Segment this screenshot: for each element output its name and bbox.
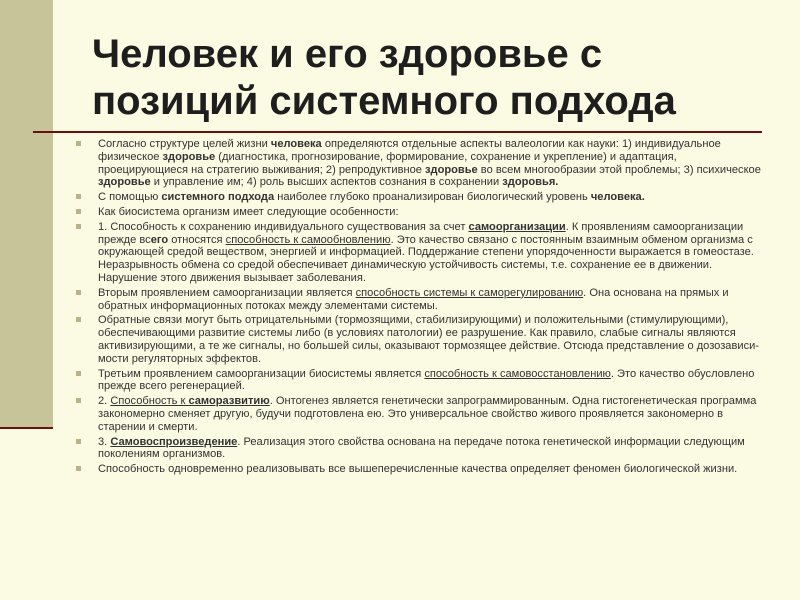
bullet-item — [76, 287, 768, 313]
bullet-marker-icon — [76, 317, 81, 322]
bullet-text-run: . Онтогенез является генетически запрограммированным. Одна гистогенетическая программа закономерно сменяет другую, будучи подготовлена ею. Это универсальное свойство живого проявляется закономерно в старении и смерти. — [98, 395, 757, 433]
bullet-text-run: человека. — [590, 191, 645, 204]
bullet-item — [76, 436, 768, 462]
bullet-text-run: способность к самовосстановлению — [424, 367, 611, 380]
bullet-text-run: во всем многообразии этой проблемы; 3) психическое — [477, 163, 761, 176]
bullet-text-run: здоровье — [98, 176, 151, 189]
bullet-text-run: человека — [270, 138, 322, 150]
bullet-marker-icon — [76, 371, 81, 376]
bullet-marker-icon — [76, 439, 81, 444]
bullet-marker-icon — [76, 398, 81, 403]
title-line-1: Человек и его здоровье с — [92, 32, 603, 76]
bullet-text-run: Как биосистема организм имеет следующие особенности: — [98, 205, 399, 218]
bullet-text-run: относятся — [168, 233, 226, 246]
bullet-text-run: С помощью — [98, 191, 162, 204]
bullet-marker-icon — [76, 290, 81, 295]
bullet-text-run: и управление им; 4) роль высших аспектов сознания в сохранении — [150, 176, 503, 189]
bullet-item — [76, 368, 768, 394]
bullet-marker-icon — [76, 466, 81, 471]
bullet-text-run: Третьим проявлением самоорганизации биосистемы является — [98, 367, 425, 380]
bullet-text-run: Обратные связи могут быть отрицательными (тормозящими, стабилизирующими) и положительными (стимулирующими), обеспечивающими развитие системы либо (в условиях патологии) ее разрушение. Как правило, слабые сигналы являются активизирующими, а те же сигналы, но большей силы, оказывают тормозящее действие. Отсюда представление о дозозависи-мости регуляторных эффектов. — [98, 314, 760, 365]
left-accent-bar — [0, 0, 53, 427]
bullet-text-run: 3. — [98, 435, 111, 448]
bullet-text-run: (диагностика, прогнозирование, формирование, сохранение и укрепление) и адаптация, проецирующиеся на стратегию выживания; 2) репродуктивное — [98, 150, 677, 176]
bullet-item — [76, 395, 768, 433]
bullet-text-run: . Это качество обусловлено прежде всего регенерацией. — [98, 367, 755, 393]
bullet-marker-icon — [76, 209, 81, 214]
bullet-text-run: здоровья. — [502, 176, 559, 189]
bullet-text-run: . К проявлениям самоорганизации прежде вс — [98, 220, 744, 246]
bullet-text-run: способность системы к саморегулированию — [355, 286, 584, 299]
bullet-text-run: Вторым проявлением самоорганизации является — [98, 286, 356, 299]
bullet-marker-icon — [76, 224, 81, 229]
bullet-text-run: способность к самообновлению — [225, 233, 391, 246]
title-divider — [33, 131, 762, 133]
left-accent-line — [0, 427, 53, 429]
bullet-text-run: Согласно структуре целей жизни — [98, 138, 271, 150]
bullet-text-run: здоровье — [425, 163, 478, 176]
bullet-item — [76, 221, 768, 285]
bullet-text-run: здоровье — [162, 150, 216, 163]
bullet-item — [76, 314, 768, 365]
slide-title — [92, 31, 782, 125]
bullet-text-run: Самовоспроизведение — [110, 435, 238, 448]
bullet-text-run: определяются отдельные аспекты валеологии как науки: 1) индивидуальное физическое — [98, 138, 721, 163]
bullet-item — [76, 206, 768, 219]
bullet-text-run: 2. — [98, 395, 111, 408]
bullet-item — [76, 463, 768, 476]
bullet-text-run: . Она основана на прямых и обратных информационных потоках между элементами системы. — [98, 286, 729, 312]
bullet-item — [76, 138, 768, 189]
bullet-text-run: самоорганизации — [468, 220, 566, 233]
bullet-item — [76, 191, 768, 204]
bullet-text-run: . Это качество связано с постоянным взаимным обменом организма с окружающей средой веществом, энергией и информацией. Поддержание степени упорядоченности выражается в гомеостазе. Неразрывность обмена со средой обеспечивает динамическую устойчивость системы, т.е. сохранение ее в движении. Нарушение этого движения вызывает заболевания. — [98, 233, 754, 284]
title-line-2: позиций системного подхода — [92, 79, 676, 123]
bullet-marker-icon — [76, 194, 81, 199]
bullet-text-run: саморазвитию — [188, 395, 270, 408]
bullet-text-run: его — [150, 233, 169, 246]
bullet-marker-icon — [76, 141, 81, 146]
bullet-text-run: 1. Способность к сохранению индивидуального существования за счет — [98, 220, 469, 233]
bullet-text-run: . Реализация этого свойства основана на передаче потока генетической информации следующим поколениям организмов. — [98, 435, 745, 461]
bullet-text-run: Способность к — [110, 395, 189, 408]
bullet-list — [76, 138, 768, 478]
bullet-text-run: системного подхода — [161, 191, 275, 204]
bullet-text-run: Способность одновременно реализовывать все вышеперечисленные качества определяет феномен биологической жизни. — [98, 463, 738, 476]
bullet-text-run: наиболее глубоко проанализирован биологический уровень — [274, 191, 591, 204]
